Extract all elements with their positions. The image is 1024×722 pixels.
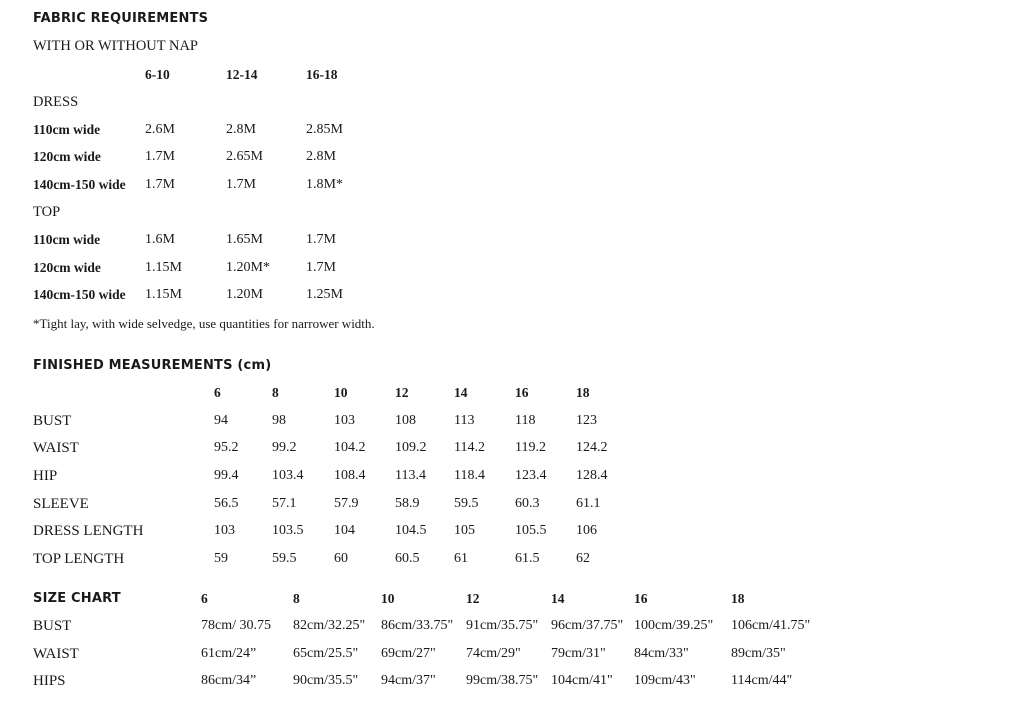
- finished-value: 98: [272, 413, 286, 428]
- size-chart-size-header: 8: [293, 591, 300, 606]
- size-chart-size-header: 18: [731, 591, 745, 606]
- size-chart-size-header: 16: [634, 591, 648, 606]
- fabric-width-label: 120cm wide: [33, 260, 101, 275]
- finished-value: 124.2: [576, 440, 608, 455]
- size-chart-value: 90cm/35.5": [293, 673, 359, 688]
- finished-value: 61.5: [515, 551, 540, 566]
- finished-value: 103: [214, 523, 235, 538]
- size-chart-value: 109cm/43": [634, 673, 696, 688]
- fabric-footnote: *Tight lay, with wide selvedge, use quantities for narrower width.: [33, 316, 375, 331]
- finished-value: 123: [576, 413, 597, 428]
- size-chart-size-header: 12: [466, 591, 480, 606]
- finished-size-header: 6: [214, 385, 221, 400]
- fabric-value: 1.25M: [306, 287, 343, 302]
- finished-value: 57.1: [272, 496, 297, 511]
- size-chart-value: 65cm/25.5": [293, 646, 359, 661]
- finished-row-label: WAIST: [33, 440, 79, 456]
- fabric-group-label-top: TOP: [33, 204, 61, 220]
- finished-value: 99.4: [214, 468, 239, 483]
- fabric-value: 1.6M: [145, 232, 175, 247]
- finished-value: 59.5: [454, 496, 479, 511]
- size-chart-row-label: WAIST: [33, 646, 79, 662]
- fabric-requirements-title: FABRIC REQUIREMENTS: [33, 11, 209, 26]
- size-chart-value: 94cm/37": [381, 673, 436, 688]
- finished-value: 103: [334, 413, 355, 428]
- finished-value: 108.4: [334, 468, 366, 483]
- size-chart-value: 99cm/38.75": [466, 673, 539, 688]
- size-chart-value: 91cm/35.75": [466, 618, 539, 633]
- finished-value: 104.5: [395, 523, 427, 538]
- finished-value: 103.5: [272, 523, 304, 538]
- size-chart-value: 96cm/37.75": [551, 618, 624, 633]
- size-chart-value: 86cm/34”: [201, 673, 257, 688]
- fabric-value: 1.7M: [145, 177, 175, 192]
- finished-value: 118.4: [454, 468, 485, 483]
- finished-value: 59.5: [272, 551, 297, 566]
- fabric-value: 1.15M: [145, 287, 182, 302]
- finished-size-header: 12: [395, 385, 409, 400]
- size-chart-value: 104cm/41": [551, 673, 613, 688]
- size-chart-value: 79cm/31": [551, 646, 606, 661]
- size-chart-value: 69cm/27": [381, 646, 436, 661]
- finished-value: 95.2: [214, 440, 239, 455]
- finished-value: 60: [334, 551, 348, 566]
- finished-row-label: DRESS LENGTH: [33, 523, 144, 539]
- size-chart-title: SIZE CHART: [33, 591, 121, 606]
- size-chart-value: 61cm/24”: [201, 646, 257, 661]
- fabric-size-header: 12-14: [226, 67, 258, 82]
- finished-value: 109.2: [395, 440, 427, 455]
- fabric-value: 1.7M: [226, 177, 256, 192]
- fabric-width-label: 140cm-150 wide: [33, 177, 126, 192]
- finished-row-label: TOP LENGTH: [33, 551, 125, 567]
- fabric-value: 1.20M: [226, 287, 263, 302]
- finished-value: 114.2: [454, 440, 485, 455]
- size-chart-value: 100cm/39.25": [634, 618, 714, 633]
- fabric-value: 1.65M: [226, 232, 263, 247]
- finished-value: 61.1: [576, 496, 601, 511]
- finished-value: 61: [454, 551, 468, 566]
- finished-value: 99.2: [272, 440, 297, 455]
- fabric-nap-subtitle: WITH OR WITHOUT NAP: [33, 38, 198, 54]
- size-chart-value: 89cm/35": [731, 646, 786, 661]
- finished-value: 94: [214, 413, 228, 428]
- finished-value: 105: [454, 523, 475, 538]
- fabric-value: 2.85M: [306, 122, 343, 137]
- finished-value: 106: [576, 523, 597, 538]
- fabric-width-label: 110cm wide: [33, 232, 101, 247]
- finished-measurements-title: FINISHED MEASUREMENTS (cm): [33, 358, 272, 373]
- finished-value: 123.4: [515, 468, 547, 483]
- fabric-group-label-dress: DRESS: [33, 94, 79, 110]
- fabric-value: 1.7M: [306, 260, 336, 275]
- fabric-width-label: 110cm wide: [33, 122, 101, 137]
- fabric-value: 1.20M*: [226, 260, 270, 275]
- size-chart-size-header: 14: [551, 591, 565, 606]
- size-chart-value: 82cm/32.25": [293, 618, 366, 633]
- finished-size-header: 8: [272, 385, 279, 400]
- size-chart-value: 86cm/33.75": [381, 618, 454, 633]
- finished-value: 113: [454, 413, 475, 428]
- fabric-size-header: 16-18: [306, 67, 338, 82]
- finished-size-header: 18: [576, 385, 590, 400]
- size-chart-value: 74cm/29": [466, 646, 521, 661]
- fabric-value: 1.15M: [145, 260, 182, 275]
- finished-value: 104: [334, 523, 355, 538]
- fabric-width-label: 120cm wide: [33, 149, 101, 164]
- finished-value: 60.3: [515, 496, 540, 511]
- fabric-value: 2.8M: [226, 122, 256, 137]
- finished-value: 105.5: [515, 523, 547, 538]
- size-chart-value: 106cm/41.75": [731, 618, 811, 633]
- fabric-value: 1.8M*: [306, 177, 343, 192]
- finished-value: 62: [576, 551, 590, 566]
- finished-size-header: 16: [515, 385, 529, 400]
- finished-size-header: 10: [334, 385, 348, 400]
- finished-value: 57.9: [334, 496, 359, 511]
- fabric-value: 1.7M: [306, 232, 336, 247]
- fabric-size-header: 6-10: [145, 67, 170, 82]
- finished-value: 108: [395, 413, 416, 428]
- size-chart-row-label: HIPS: [33, 673, 66, 689]
- finished-value: 58.9: [395, 496, 420, 511]
- finished-value: 128.4: [576, 468, 608, 483]
- finished-value: 56.5: [214, 496, 239, 511]
- finished-value: 59: [214, 551, 228, 566]
- size-chart-row-label: BUST: [33, 618, 72, 634]
- size-chart-value: 114cm/44": [731, 673, 793, 688]
- finished-value: 104.2: [334, 440, 366, 455]
- finished-value: 103.4: [272, 468, 304, 483]
- fabric-value: 2.8M: [306, 149, 336, 164]
- fabric-value: 2.6M: [145, 122, 175, 137]
- finished-value: 60.5: [395, 551, 420, 566]
- finished-value: 113.4: [395, 468, 426, 483]
- size-chart-size-header: 6: [201, 591, 208, 606]
- fabric-value: 1.7M: [145, 149, 175, 164]
- size-chart-value: 84cm/33": [634, 646, 689, 661]
- finished-row-label: HIP: [33, 468, 58, 484]
- finished-size-header: 14: [454, 385, 468, 400]
- fabric-value: 2.65M: [226, 149, 263, 164]
- size-chart-value: 78cm/ 30.75: [201, 618, 271, 633]
- fabric-width-label: 140cm-150 wide: [33, 287, 126, 302]
- finished-value: 119.2: [515, 440, 546, 455]
- size-chart-size-header: 10: [381, 591, 395, 606]
- finished-row-label: BUST: [33, 413, 72, 429]
- finished-value: 118: [515, 413, 536, 428]
- finished-row-label: SLEEVE: [33, 496, 89, 512]
